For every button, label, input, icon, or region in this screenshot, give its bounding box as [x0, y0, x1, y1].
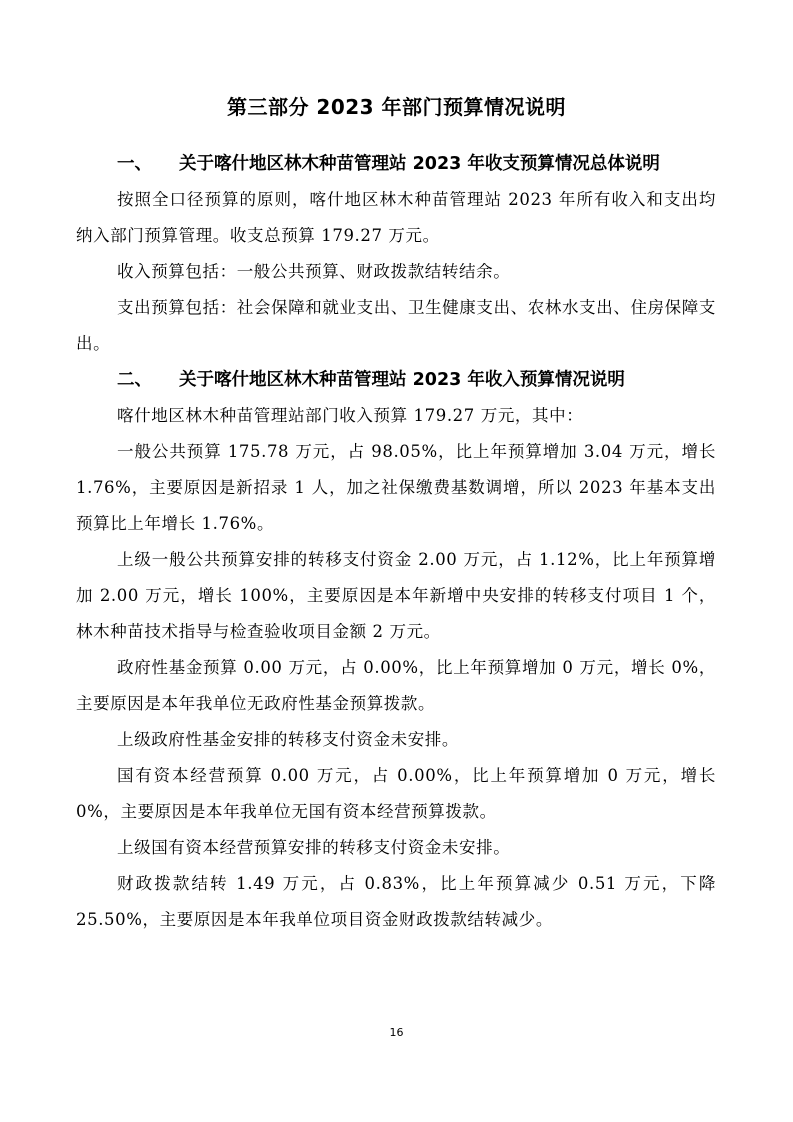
section-heading-text: 关于喀什地区林木种苗管理站 2023 年收支预算情况总体说明	[179, 154, 660, 174]
page-title: 第三部分 2023 年部门预算情况说明	[226, 95, 567, 119]
page-number: 16	[389, 1026, 404, 1039]
paragraph: 财政拨款结转 1.49 万元，占 0.83%，比上年预算减少 0.51 万元，下降 25.50%，主要原因是本年我单位项目资金财政拨款结转减少。	[76, 874, 716, 929]
section-heading-text: 关于喀什地区林木种苗管理站 2023 年收入预算情况说明	[179, 370, 625, 390]
section-number: 二、	[117, 370, 152, 390]
paragraph: 支出预算包括：社会保障和就业支出、卫生健康支出、农林水支出、住房保障支出。	[76, 298, 716, 353]
document-body	[76, 146, 716, 938]
paragraph: 收入预算包括：一般公共预算、财政拨款结转结余。	[117, 262, 511, 281]
section-heading-2	[76, 362, 716, 398]
paragraph: 国有资本经营预算 0.00 万元，占 0.00%，比上年预算增加 0 万元，增长 0%，主要原因是本年我单位无国有资本经营预算拨款。	[76, 766, 716, 821]
paragraph: 喀什地区林木种苗管理站部门收入预算 179.27 万元，其中：	[117, 406, 584, 425]
section-heading-1	[76, 146, 716, 182]
paragraph: 上级一般公共预算安排的转移支付资金 2.00 万元，占 1.12%，比上年预算增加 2.00 万元，增长 100%，主要原因是本年新增中央安排的转移支付项目 1 个，林木种苗技术指导与检查验收项目金额 2 万元。	[76, 550, 716, 641]
section-number: 一、	[117, 154, 152, 174]
paragraph: 一般公共预算 175.78 万元，占 98.05%，比上年预算增加 3.04 万元，增长 1.76%，主要原因是新招录 1 人，加之社保缴费基数调增，所以 2023 年基本支出预算比上年增长 1.76%。	[76, 442, 716, 533]
paragraph: 上级政府性基金安排的转移支付资金未安排。	[117, 730, 459, 749]
paragraph: 按照全口径预算的原则，喀什地区林木种苗管理站 2023 年所有收入和支出均纳入部门预算管理。收支总预算 179.27 万元。	[76, 190, 716, 245]
paragraph: 政府性基金预算 0.00 万元，占 0.00%，比上年预算增加 0 万元，增长 0%，主要原因是本年我单位无政府性基金预算拨款。	[76, 658, 716, 713]
paragraph: 上级国有资本经营预算安排的转移支付资金未安排。	[117, 838, 511, 857]
